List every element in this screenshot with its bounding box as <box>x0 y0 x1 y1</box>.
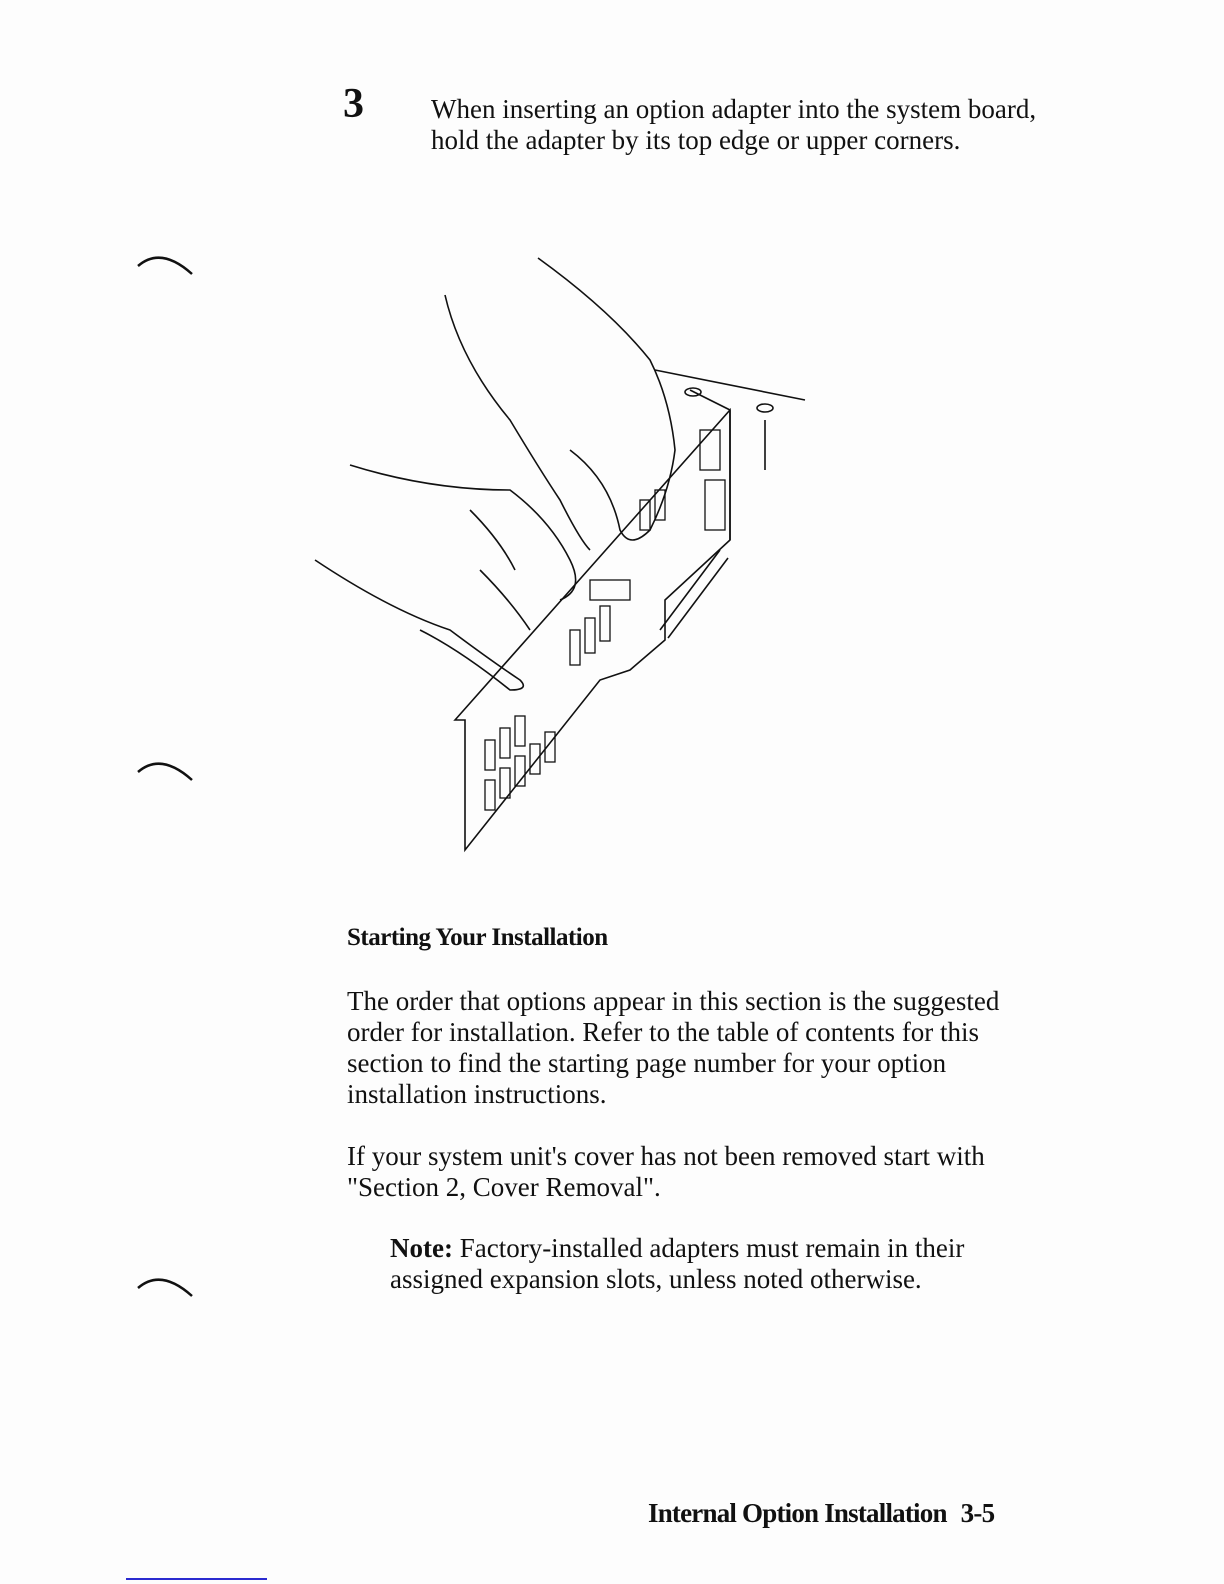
step-number: 3 <box>343 81 364 127</box>
adapter-insertion-illustration <box>310 250 820 860</box>
footer-title: Internal Option Installation <box>648 1498 947 1528</box>
binder-hole-mark <box>136 1274 196 1304</box>
section-heading: Starting Your Installation <box>347 924 608 951</box>
divider-line <box>126 1578 267 1580</box>
binder-hole-mark <box>136 758 196 788</box>
note-label: Note: <box>390 1233 453 1263</box>
step-instruction: When inserting an option adapter into the system board, hold the adapter by its top edge or upper corners. <box>431 94 1037 155</box>
note <box>390 1233 1030 1295</box>
page-number: 3-5 <box>960 1498 995 1528</box>
page-footer <box>648 1498 994 1529</box>
paragraph-install-order: The order that options appear in this section is the suggested order for installation. Refer to the table of contents for this section to find the starting page number for your option installation instructions. <box>347 986 1000 1109</box>
binder-hole-mark <box>136 252 196 282</box>
note-text: Factory-installed adapters must remain in their assigned expansion slots, unless noted otherwise. <box>390 1233 965 1294</box>
paragraph-cover-removal: If your system unit's cover has not been removed start with "Section 2, Cover Removal". <box>347 1141 985 1202</box>
